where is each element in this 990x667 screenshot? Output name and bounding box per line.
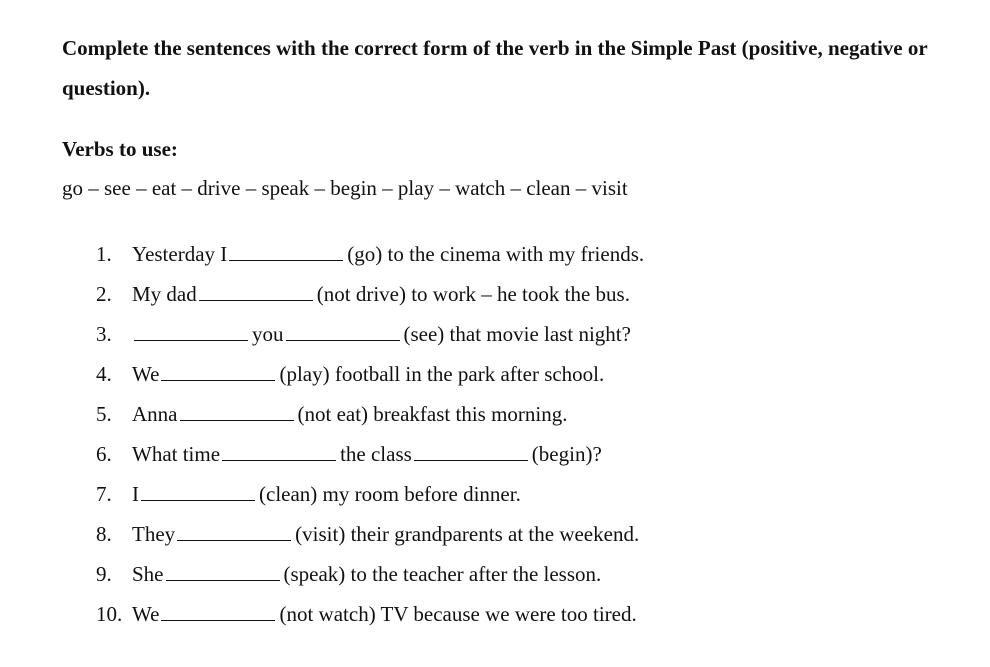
item-number: 9.	[96, 562, 112, 586]
sentence-text: (visit) their grandparents at the weekend.	[295, 522, 640, 546]
item-number: 5.	[96, 402, 112, 426]
answer-blank[interactable]	[222, 442, 336, 461]
item-number: 7.	[96, 482, 112, 506]
instruction-heading: Complete the sentences with the correct form of the verb in the Simple Past (positive, negative or question).	[62, 36, 928, 100]
item-number: 4.	[96, 362, 112, 386]
answer-blank[interactable]	[177, 522, 291, 541]
sentence-text: (go) to the cinema with my friends.	[347, 242, 645, 266]
item-number: 8.	[96, 522, 112, 546]
sentence-text: (not watch) TV because we were too tired.	[279, 602, 637, 626]
exercise-item	[96, 402, 644, 442]
answer-blank[interactable]	[161, 362, 275, 381]
item-number: 6.	[96, 442, 112, 466]
exercise-item	[96, 242, 644, 282]
sentence-text: She	[132, 562, 164, 586]
exercise-list	[96, 242, 644, 642]
sentence-text: (speak) to the teacher after the lesson.	[283, 562, 602, 586]
sentence-text: We	[132, 602, 160, 626]
sentence-text: (not eat) breakfast this morning.	[297, 402, 568, 426]
exercise-item	[96, 522, 644, 562]
sentence-text: Yesterday I	[132, 242, 228, 266]
sentence-text: They	[132, 522, 176, 546]
exercise-item	[96, 482, 644, 522]
sentence-text: What time	[132, 442, 221, 466]
answer-blank[interactable]	[414, 442, 528, 461]
answer-blank[interactable]	[229, 242, 343, 261]
answer-blank[interactable]	[166, 562, 280, 581]
sentence-text: My dad	[132, 282, 197, 306]
item-number: 2.	[96, 282, 112, 306]
sentence-text: (clean) my room before dinner.	[259, 482, 521, 506]
exercise-item	[96, 562, 644, 602]
sentence-text: (begin)?	[531, 442, 602, 466]
item-number: 10.	[96, 602, 123, 626]
item-number: 1.	[96, 242, 112, 266]
verbs-heading: Verbs to use:	[62, 137, 178, 161]
exercise-item	[96, 282, 644, 322]
sentence-text: I	[132, 482, 139, 506]
exercise-item	[96, 602, 644, 642]
sentence-text: Anna	[132, 402, 178, 426]
answer-blank[interactable]	[286, 322, 400, 341]
answer-blank[interactable]	[180, 402, 294, 421]
answer-blank[interactable]	[199, 282, 313, 301]
sentence-text: (play) football in the park after school.	[279, 362, 605, 386]
sentence-text: (see) that movie last night?	[403, 322, 631, 346]
verbs-list: go – see – eat – drive – speak – begin – play – watch – clean – visit	[62, 176, 628, 200]
sentence-text: the class	[340, 442, 412, 466]
sentence-text: you	[252, 322, 284, 346]
exercise-item	[96, 322, 644, 362]
answer-blank[interactable]	[161, 602, 275, 621]
exercise-item	[96, 362, 644, 402]
sentence-text: We	[132, 362, 160, 386]
answer-blank[interactable]	[141, 482, 255, 501]
exercise-item	[96, 442, 644, 482]
answer-blank[interactable]	[134, 322, 248, 341]
item-number: 3.	[96, 322, 112, 346]
sentence-text: (not drive) to work – he took the bus.	[316, 282, 630, 306]
